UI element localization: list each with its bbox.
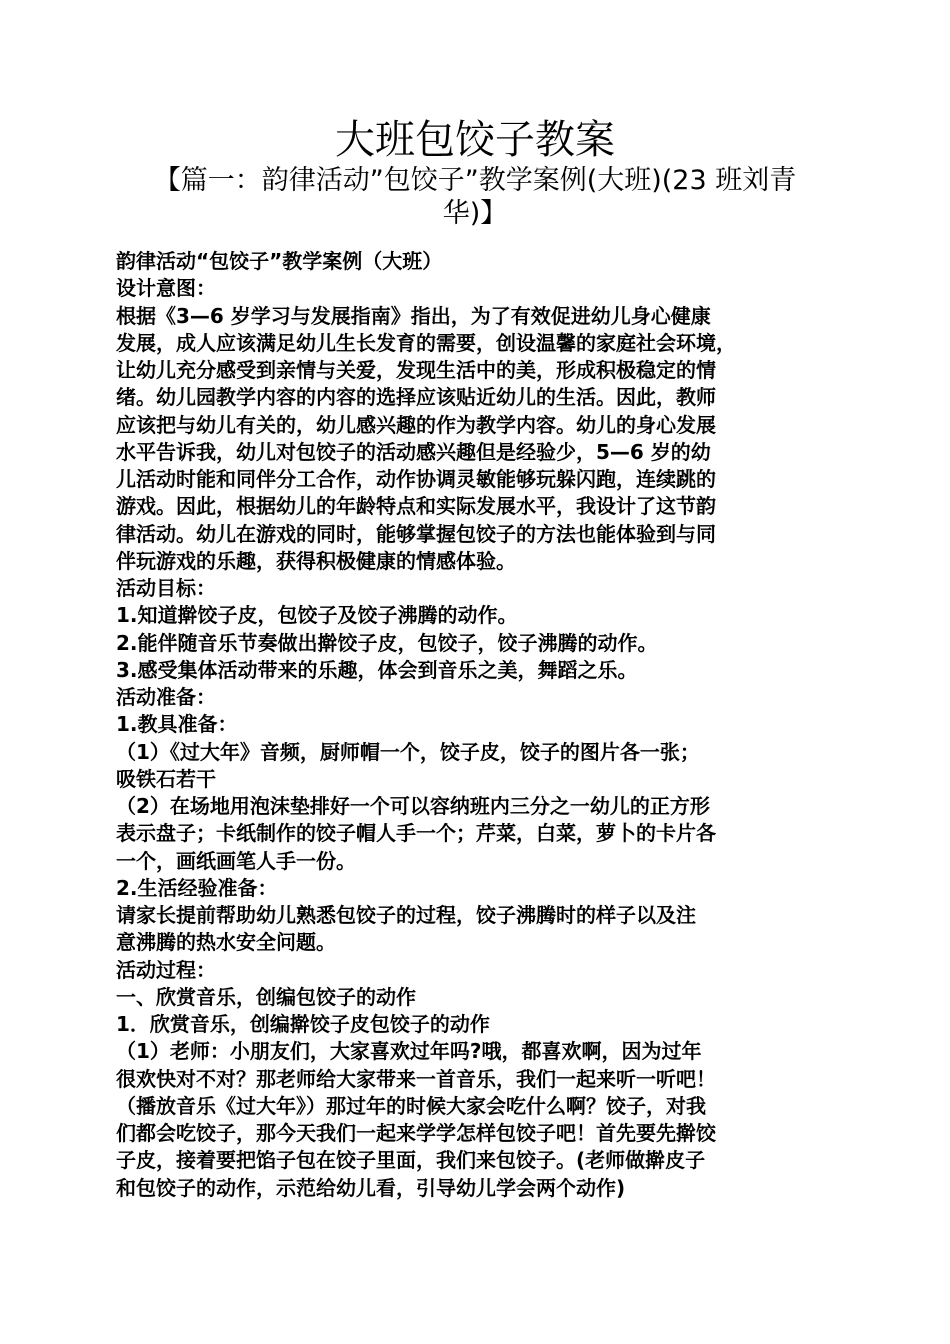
- body-line: 让幼儿充分感受到亲情与关爱，发现生活中的美，形成积极稳定的情: [116, 358, 716, 382]
- body-line: 活动目标：: [116, 576, 216, 600]
- body-line: 们都会吃饺子，那今天我们一起来学学怎样包饺子吧！首先要先擀饺: [116, 1121, 716, 1145]
- body-line: 2.生活经验准备：: [116, 875, 278, 900]
- body-line: 和包饺子的动作，示范给幼儿看，引导幼儿学会两个动作): [116, 1175, 626, 1200]
- document-title: 大班包饺子教案: [335, 117, 615, 163]
- body-line: 游戏。因此，根据幼儿的年龄特点和实际发展水平，我设计了这节韵: [116, 494, 716, 519]
- body-line: 1．欣赏音乐，创编擀饺子皮包饺子的动作: [116, 1012, 490, 1036]
- body-line: 韵律活动“包饺子”教学案例（大班）: [116, 249, 443, 273]
- body-line: 水平告诉我，幼儿对包饺子的活动感兴趣但是经验少，5—6 岁的幼: [116, 439, 711, 464]
- body-line: 一个，画纸画笔人手一份。: [116, 848, 356, 873]
- body-line: 伴玩游戏的乐趣，获得积极健康的情感体验。: [116, 548, 516, 573]
- body-line: 表示盘子；卡纸制作的饺子帽人手一个；芹菜，白菜，萝卜的卡片各: [116, 821, 716, 846]
- body-line: （1）老师：小朋友们，大家喜欢过年吗?哦，都喜欢啊，因为过年: [116, 1039, 702, 1064]
- body-line: 活动过程：: [116, 957, 216, 982]
- body-line: 3.感受集体活动带来的乐趣，体会到音乐之美，舞蹈之乐。: [116, 657, 638, 682]
- body-line: 1.教具准备：: [116, 712, 238, 737]
- body-line: 意沸腾的热水安全问题。: [116, 930, 336, 955]
- body-line: 发展，成人应该满足幼儿生长发育的需要，创设温馨的家庭社会环境，: [116, 330, 736, 355]
- body-line: 活动准备：: [116, 685, 216, 709]
- body-line: 设计意图：: [116, 276, 216, 301]
- body-line: 子皮，接着要把馅子包在饺子里面，我们来包饺子。(老师做擀皮子: [116, 1148, 706, 1173]
- body-line: 一、欣赏音乐，创编包饺子的动作: [116, 984, 416, 1009]
- body-line: 请家长提前帮助幼儿熟悉包饺子的过程，饺子沸腾时的样子以及注: [116, 903, 696, 927]
- body-line: （播放音乐《过大年》）那过年的时候大家会吃什么啊？饺子，对我: [116, 1093, 706, 1118]
- document-subtitle: 【篇一：韵律活动”包饺子”教学案例(大班)(23 班刘青华)】: [153, 165, 797, 229]
- body-line: 吸铁石若干: [116, 766, 216, 791]
- body-line: 很欢快对不对？那老师给大家带来一首音乐，我们一起来听一听吧！: [116, 1066, 716, 1091]
- body-line: （2）在场地用泡沫垫排好一个可以容纳班内三分之一幼儿的正方形: [116, 794, 710, 818]
- body-line: 2.能伴随音乐节奏做出擀饺子皮，包饺子，饺子沸腾的动作。: [116, 630, 658, 655]
- body-line: 律活动。幼儿在游戏的同时，能够掌握包饺子的方法也能体验到与同: [116, 521, 716, 546]
- body-line: 儿活动时能和同伴分工合作，动作协调灵敏能够玩躲闪跑，连续跳的: [116, 467, 716, 491]
- body-line: 绪。幼儿园教学内容的内容的选择应该贴近幼儿的生活。因此，教师: [116, 385, 716, 410]
- body-line: 根据《3—6 岁学习与发展指南》指出，为了有效促进幼儿身心健康: [116, 303, 711, 328]
- body-line: （1）《过大年》音频，厨师帽一个，饺子皮，饺子的图片各一张；: [116, 739, 700, 764]
- body-line: 1.知道擀饺子皮，包饺子及饺子沸腾的动作。: [116, 603, 518, 628]
- document-body: [116, 248, 836, 1202]
- body-line: 应该把与幼儿有关的，幼儿感兴趣的作为教学内容。幼儿的身心发展: [116, 412, 716, 437]
